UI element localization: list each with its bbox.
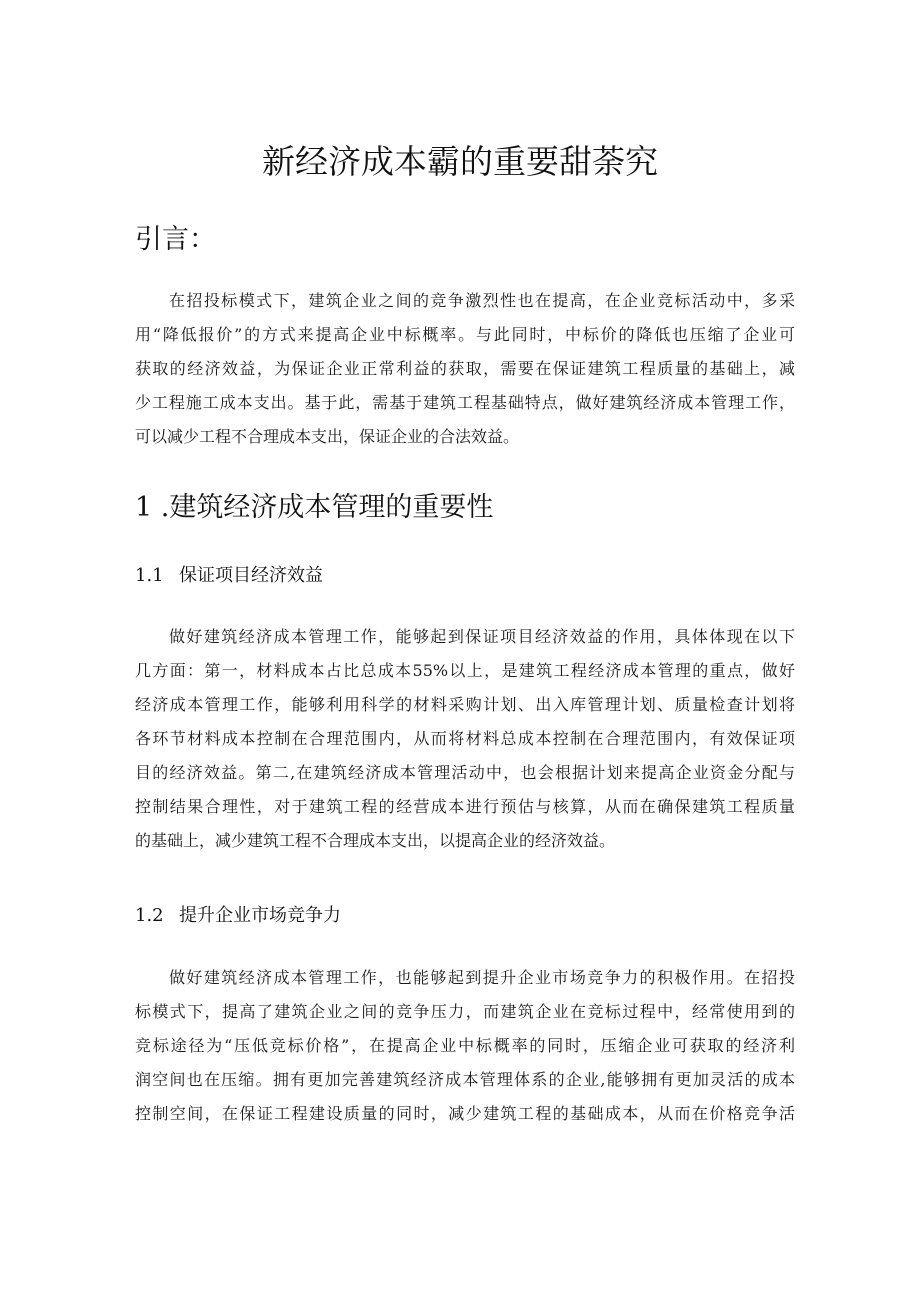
paragraph-line: 少工程施工成本支出。基于此，需基于建筑工程基础特点，做好建筑经济成本管理工作， [135,393,795,412]
paragraph-line: 竞标途径为“压低竞标价格”，在提高企业中标概率的同时，压缩企业可获取的经济利 [135,1036,795,1055]
paragraph-line: 做好建筑经济成本管理工作，能够起到保证项目经济效益的作用，具体体现在以下 [169,627,795,646]
paragraph-line: 的基础上，减少建筑工程不合理成本支出，以提高企业的经济效益。 [135,831,616,850]
paragraph-line: 用“降低报价”的方式来提高企业中标概率。与此同时，中标价的降低也压缩了企业可 [135,325,795,344]
paragraph-line: 控制空间，在保证工程建设质量的同时，减少建筑工程的基础成本，从而在价格竞争活 [135,1104,795,1123]
paragraph-line: 各环节材料成本控制在合理范围内，从而将材料总成本控制在合理范围内，有效保证项 [135,729,795,748]
paragraph-line: 可以减少工程不合理成本支出，保证企业的合法效益。 [135,427,520,446]
paragraph-line: 几方面：第一，材料成本占比总成本55%以上，是建筑工程经济成本管理的重点，做好 [135,661,795,680]
paragraph-line: 经济成本管理工作，能够利用科学的材料采购计划、出入库管理计划、质量检查计划将 [135,695,795,714]
paragraph-line: 润空间也在压缩。拥有更加完善建筑经济成本管理体系的企业,能够拥有更加灵活的成本 [135,1070,795,1089]
subsection-number: 1.2 [135,905,164,926]
subsection-paragraph [135,620,795,858]
subsection-heading [135,563,323,589]
paragraph-line: 在招投标模式下，建筑企业之间的竞争激烈性也在提高，在企业竞标活动中，多采 [169,291,795,310]
document-title: 新经济成本霸的重要甜荼究 [262,142,658,181]
paragraph-line: 目的经济效益。第二,在建筑经济成本管理活动中，也会根据计划来提高企业资金分配与 [135,763,795,782]
subsection-title: 提升企业市场竞争力 [179,905,341,926]
paragraph-line: 标模式下，提高了建筑企业之间的竞争压力，而建筑企业在竞标过程中，经常使用到的 [135,1002,795,1021]
subsection-number: 1.1 [135,565,164,586]
paragraph-line: 控制结果合理性，对于建筑工程的经营成本进行预估与核算，从而在确保建筑工程质量 [135,797,795,816]
intro-heading: 引言： [135,224,216,255]
section-heading: 1 .建筑经济成本管理的重要性 [135,492,494,523]
subsection-heading [135,903,341,929]
subsection-title: 保证项目经济效益 [179,565,323,586]
paragraph-line: 做好建筑经济成本管理工作，也能够起到提升企业市场竞争力的积极作用。在招投 [169,968,795,987]
subsection-paragraph [135,961,795,1131]
intro-paragraph [135,284,795,454]
paragraph-line: 获取的经济效益，为保证企业正常利益的获取，需要在保证建筑工程质量的基础上，减 [135,359,795,378]
